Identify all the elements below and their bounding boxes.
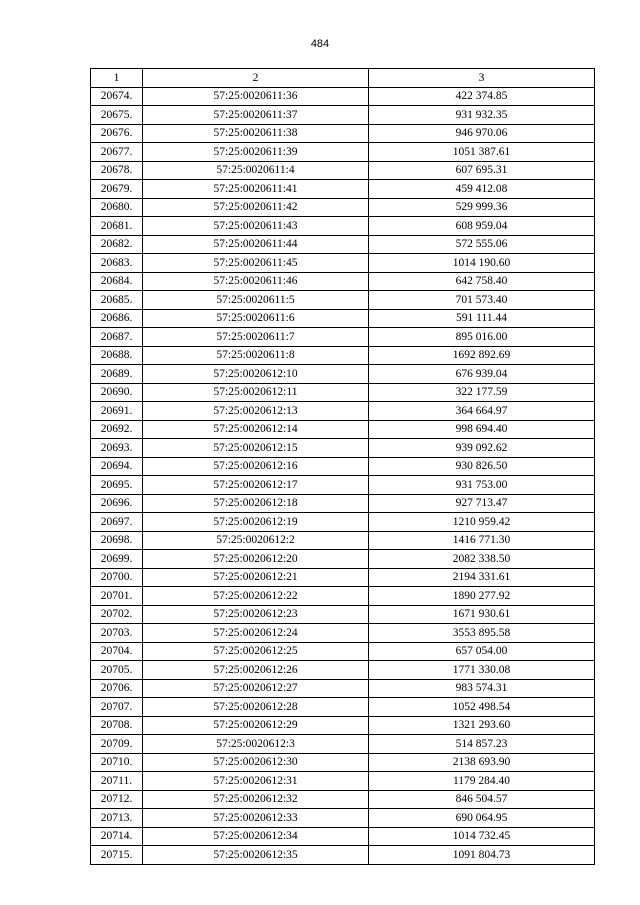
row-number-cell: 20710. [91,753,143,772]
cadastral-number-cell: 57:25:0020612:19 [143,513,369,532]
row-number-cell: 20709. [91,735,143,754]
cadastral-number-cell: 57:25:0020612:26 [143,661,369,680]
cadastral-number-cell: 57:25:0020612:18 [143,494,369,513]
table-row [91,735,595,754]
value-cell: 846 504.57 [369,790,595,809]
row-number-cell: 20679. [91,180,143,199]
row-number-cell: 20699. [91,550,143,569]
row-number-cell: 20714. [91,827,143,846]
column-header: 2 [143,69,369,88]
table-row [91,272,595,291]
table-row [91,217,595,236]
cadastral-number-cell: 57:25:0020611:8 [143,346,369,365]
table-row [91,661,595,680]
value-cell: 1014 190.60 [369,254,595,273]
cadastral-number-cell: 57:25:0020612:23 [143,605,369,624]
row-number-cell: 20692. [91,420,143,439]
table-row [91,309,595,328]
table-row [91,772,595,791]
table-row [91,513,595,532]
cadastral-number-cell: 57:25:0020611:43 [143,217,369,236]
cadastral-number-cell: 57:25:0020611:5 [143,291,369,310]
table-row [91,605,595,624]
cadastral-number-cell: 57:25:0020611:37 [143,106,369,125]
value-cell: 1014 732.45 [369,827,595,846]
value-cell: 690 064.95 [369,809,595,828]
value-cell: 1051 387.61 [369,143,595,162]
value-cell: 1416 771.30 [369,531,595,550]
row-number-cell: 20706. [91,679,143,698]
table-row [91,291,595,310]
value-cell: 1052 498.54 [369,698,595,717]
value-cell: 1091 804.73 [369,846,595,865]
value-cell: 607 695.31 [369,161,595,180]
table-row [91,346,595,365]
table-row [91,198,595,217]
table-row [91,476,595,495]
row-number-cell: 20681. [91,217,143,236]
table-row [91,124,595,143]
value-cell: 1179 284.40 [369,772,595,791]
cadastral-number-cell: 57:25:0020612:17 [143,476,369,495]
value-cell: 322 177.59 [369,383,595,402]
cadastral-number-cell: 57:25:0020611:45 [143,254,369,273]
value-cell: 1671 930.61 [369,605,595,624]
cadastral-number-cell: 57:25:0020612:3 [143,735,369,754]
cadastral-number-cell: 57:25:0020611:44 [143,235,369,254]
table-row [91,716,595,735]
table-body [91,87,595,864]
table-row [91,235,595,254]
column-header: 3 [369,69,595,88]
table-row [91,365,595,384]
table-row [91,827,595,846]
row-number-cell: 20685. [91,291,143,310]
value-cell: 931 753.00 [369,476,595,495]
row-number-cell: 20693. [91,439,143,458]
value-cell: 927 713.47 [369,494,595,513]
cadastral-number-cell: 57:25:0020612:24 [143,624,369,643]
row-number-cell: 20705. [91,661,143,680]
row-number-cell: 20697. [91,513,143,532]
row-number-cell: 20687. [91,328,143,347]
value-cell: 514 857.23 [369,735,595,754]
row-number-cell: 20702. [91,605,143,624]
value-cell: 676 939.04 [369,365,595,384]
row-number-cell: 20703. [91,624,143,643]
cadastral-number-cell: 57:25:0020612:22 [143,587,369,606]
table-row [91,254,595,273]
page-number: 484 [310,38,330,50]
cadastral-number-cell: 57:25:0020612:33 [143,809,369,828]
value-cell: 1890 277.92 [369,587,595,606]
row-number-cell: 20700. [91,568,143,587]
value-cell: 3553 895.58 [369,624,595,643]
table-row [91,439,595,458]
table-row [91,698,595,717]
row-number-cell: 20686. [91,309,143,328]
cadastral-number-cell: 57:25:0020612:32 [143,790,369,809]
value-cell: 930 826.50 [369,457,595,476]
value-cell: 364 664.97 [369,402,595,421]
table-row [91,143,595,162]
cadastral-number-cell: 57:25:0020611:41 [143,180,369,199]
column-header: 1 [91,69,143,88]
cadastral-number-cell: 57:25:0020612:31 [143,772,369,791]
cadastral-number-cell: 57:25:0020612:15 [143,439,369,458]
table-row [91,568,595,587]
table-row [91,753,595,772]
table-header-row [91,69,595,88]
value-cell: 701 573.40 [369,291,595,310]
row-number-cell: 20696. [91,494,143,513]
table-row [91,457,595,476]
value-cell: 529 999.36 [369,198,595,217]
value-cell: 2194 331.61 [369,568,595,587]
value-cell: 591 111.44 [369,309,595,328]
cadastral-number-cell: 57:25:0020611:39 [143,143,369,162]
cadastral-number-cell: 57:25:0020611:7 [143,328,369,347]
cadastral-number-cell: 57:25:0020612:28 [143,698,369,717]
table-row [91,180,595,199]
table-row [91,161,595,180]
table-row [91,383,595,402]
row-number-cell: 20690. [91,383,143,402]
table-row [91,790,595,809]
table-row [91,846,595,865]
table-row [91,402,595,421]
cadastral-number-cell: 57:25:0020612:35 [143,846,369,865]
value-cell: 572 555.06 [369,235,595,254]
value-cell: 946 970.06 [369,124,595,143]
row-number-cell: 20682. [91,235,143,254]
table-row [91,328,595,347]
cadastral-number-cell: 57:25:0020612:34 [143,827,369,846]
cadastral-number-cell: 57:25:0020612:27 [143,679,369,698]
cadastral-number-cell: 57:25:0020611:38 [143,124,369,143]
value-cell: 608 959.04 [369,217,595,236]
row-number-cell: 20707. [91,698,143,717]
cadastral-number-cell: 57:25:0020612:21 [143,568,369,587]
cadastral-number-cell: 57:25:0020612:14 [143,420,369,439]
row-number-cell: 20704. [91,642,143,661]
value-cell: 459 412.08 [369,180,595,199]
cadastral-number-cell: 57:25:0020612:30 [143,753,369,772]
row-number-cell: 20698. [91,531,143,550]
cadastral-number-cell: 57:25:0020612:29 [143,716,369,735]
value-cell: 422 374.85 [369,87,595,106]
value-cell: 895 016.00 [369,328,595,347]
value-cell: 657 054.00 [369,642,595,661]
value-cell: 2082 338.50 [369,550,595,569]
row-number-cell: 20713. [91,809,143,828]
cadastral-number-cell: 57:25:0020612:16 [143,457,369,476]
cadastral-number-cell: 57:25:0020612:20 [143,550,369,569]
table-row [91,87,595,106]
cadastral-number-cell: 57:25:0020612:2 [143,531,369,550]
row-number-cell: 20676. [91,124,143,143]
row-number-cell: 20689. [91,365,143,384]
row-number-cell: 20684. [91,272,143,291]
row-number-cell: 20695. [91,476,143,495]
row-number-cell: 20680. [91,198,143,217]
table-row [91,106,595,125]
value-cell: 1321 293.60 [369,716,595,735]
table-row [91,679,595,698]
value-cell: 1210 959.42 [369,513,595,532]
cadastral-number-cell: 57:25:0020611:42 [143,198,369,217]
value-cell: 983 574.31 [369,679,595,698]
cadastral-number-cell: 57:25:0020612:11 [143,383,369,402]
cadastral-number-cell: 57:25:0020611:4 [143,161,369,180]
row-number-cell: 20712. [91,790,143,809]
row-number-cell: 20683. [91,254,143,273]
table-row [91,587,595,606]
table-row [91,550,595,569]
cadastral-number-cell: 57:25:0020611:46 [143,272,369,291]
value-cell: 998 694.40 [369,420,595,439]
table-row [91,420,595,439]
table-row [91,809,595,828]
value-cell: 1692 892.69 [369,346,595,365]
table-row [91,531,595,550]
row-number-cell: 20688. [91,346,143,365]
cadastral-number-cell: 57:25:0020612:25 [143,642,369,661]
cadastral-number-cell: 57:25:0020612:13 [143,402,369,421]
row-number-cell: 20678. [91,161,143,180]
value-cell: 939 092.62 [369,439,595,458]
row-number-cell: 20694. [91,457,143,476]
table-row [91,624,595,643]
cadastral-number-cell: 57:25:0020612:10 [143,365,369,384]
value-cell: 642 758.40 [369,272,595,291]
registry-table [90,68,595,865]
row-number-cell: 20708. [91,716,143,735]
value-cell: 1771 330.08 [369,661,595,680]
row-number-cell: 20711. [91,772,143,791]
row-number-cell: 20675. [91,106,143,125]
table-row [91,642,595,661]
cadastral-number-cell: 57:25:0020611:6 [143,309,369,328]
row-number-cell: 20715. [91,846,143,865]
value-cell: 2138 693.90 [369,753,595,772]
value-cell: 931 932.35 [369,106,595,125]
table-row [91,494,595,513]
row-number-cell: 20677. [91,143,143,162]
cadastral-number-cell: 57:25:0020611:36 [143,87,369,106]
row-number-cell: 20701. [91,587,143,606]
row-number-cell: 20674. [91,87,143,106]
row-number-cell: 20691. [91,402,143,421]
